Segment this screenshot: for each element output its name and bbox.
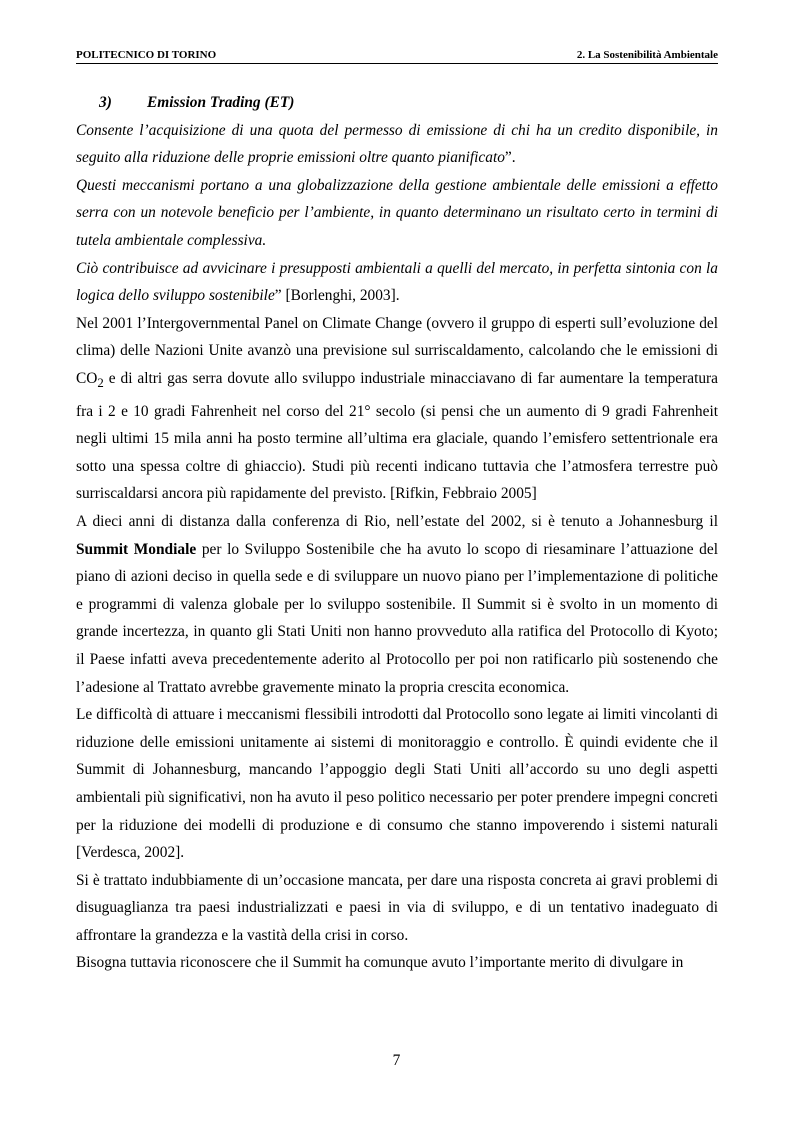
- section-number: 3): [99, 94, 112, 111]
- paragraph-5-part-b: per lo Sviluppo Sostenibile che ha avuto lo scopo di riesaminare l’attuazione del piano di azioni deciso in quella sede e di sviluppare un nuovo piano per l’implementazione di politiche e programmi di valenza globale per lo sviluppo sostenibile. Il Summit si è svolto in un momento di grande incertezza, in quanto gli Stati Uniti non hanno provveduto alla ratifica del Protocollo di Kyoto; il Paese infatti aveva precedentemente aderito al Protocollo per poi non ratificarlo più sostenendo che l’adesione al Trattato avrebbe gravemente minato la propria crescita economica.: [76, 540, 718, 696]
- page-header: [76, 47, 718, 64]
- paragraph-4: [76, 310, 718, 508]
- header-institution: POLITECNICO DI TORINO: [76, 49, 217, 61]
- paragraph-6: Le difficoltà di attuare i meccanismi flessibili introdotti dal Protocollo sono legate ai limiti vincolanti di riduzione delle emissioni unitamente ai sistemi di monitoraggio e controllo. È quindi evidente che il Summit di Johannesburg, mancando l’appoggio degli Stati Uniti all’accordo su uno degli aspetti ambientali più significativi, non ha avuto il peso politico necessario per poter prendere impegni concreti per la riduzione dei modelli di produzione e di consumo che stanno impoverendo i sistemi naturali [Verdesca, 2002].: [76, 706, 718, 862]
- paragraph-4-part-b: e di altri gas serra dovute allo sviluppo industriale minacciavano di far aumentare la temperatura fra i 2 e 10 gradi Fahrenheit nel corso del 21° secolo (si pensi che un aumento di 9 gradi Fahrenheit negli ultimi 15 mila anni ha posto termine all’ultima era glaciale, quando l’emisfero settentrionale era sotto una spessa coltre di ghiaccio). Studi più recenti indicano tuttavia che l’atmosfera terrestre può surriscaldarsi ancora più rapidamente del previsto. [Rifkin, Febbraio 2005]: [76, 369, 718, 503]
- paragraph-5-part-a: A dieci anni di distanza dalla conferenza di Rio, nell’estate del 2002, si è tenuto a Johannesburg il: [76, 512, 718, 530]
- paragraph-1-end: ”.: [504, 149, 516, 167]
- paragraph-4-part-a: Nel 2001 l’Intergovernmental Panel on Climate Change (ovvero il gruppo di esperti sull’evoluzione del clima) delle Nazioni Unite avanzò una previsione sul surriscaldamento, calcolando che le emissioni di CO: [76, 314, 718, 387]
- page-body: [76, 89, 718, 977]
- paragraph-5: [76, 508, 718, 701]
- page-number: 7: [392, 1052, 401, 1069]
- section-heading: [76, 89, 718, 117]
- summit-mondiale-term: Summit Mondiale: [76, 540, 197, 558]
- paragraph-1: [76, 117, 718, 172]
- paragraph-3: [76, 255, 718, 310]
- paragraph-2: Questi meccanismi portano a una globalizzazione della gestione ambientale delle emissioni a effetto serra con un notevole beneficio per l’ambiente, in quanto determinano un risultato certo in termini di tutela ambientale complessiva.: [76, 176, 718, 249]
- paragraph-1-quote: Consente l’acquisizione di una quota del permesso di emissione di chi ha un credito disponibile, in seguito alla riduzione delle proprie emissioni oltre quanto pianificato: [76, 121, 718, 167]
- header-chapter: 2. La Sostenibilità Ambientale: [576, 49, 718, 61]
- paragraph-3-citation: ” [Borlenghi, 2003].: [274, 287, 400, 305]
- paragraph-8: Bisogna tuttavia riconoscere che il Summit ha comunque avuto l’importante merito di divulgare in: [76, 954, 684, 972]
- co2-subscript: 2: [97, 376, 104, 391]
- section-title: Emission Trading (ET): [147, 94, 295, 111]
- paragraph-3-quote: Ciò contribuisce ad avvicinare i presupposti ambientali a quelli del mercato, in perfetta sintonia con la logica dello sviluppo sostenibile: [76, 259, 718, 305]
- paragraph-7: Si è trattato indubbiamente di un’occasione mancata, per dare una risposta concreta ai gravi problemi di disuguaglianza tra paesi industrializzati e paesi in via di sviluppo, e di un tentativo inadeguato di affrontare la grandezza e la vastità della crisi in corso.: [76, 871, 718, 944]
